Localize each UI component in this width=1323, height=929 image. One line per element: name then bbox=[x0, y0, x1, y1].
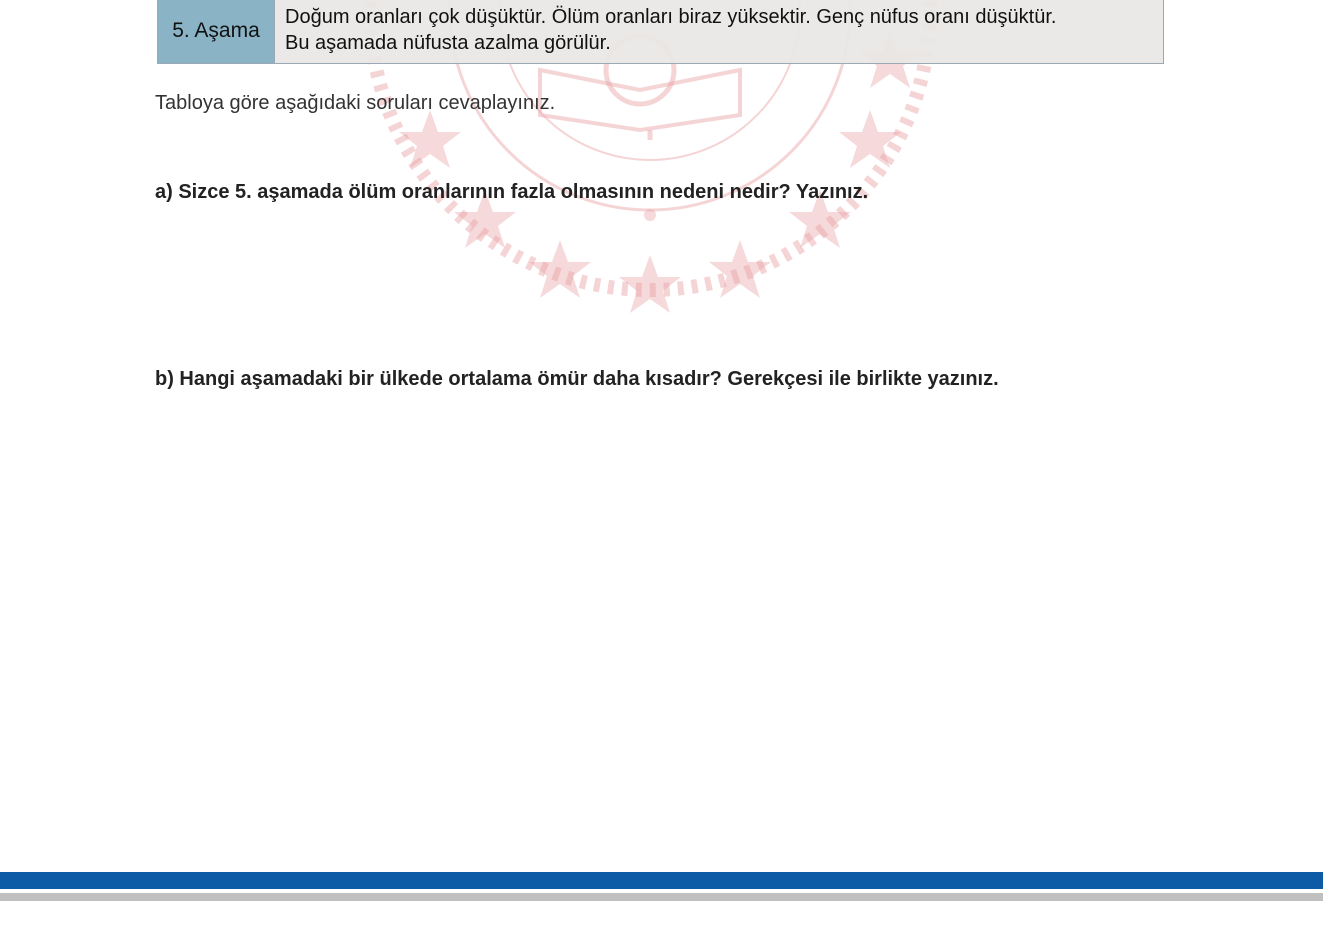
stage-table-row bbox=[157, 0, 1164, 64]
description-line: Bu aşamada nüfusta azalma görülür. bbox=[285, 32, 611, 54]
stage-label-cell: 5. Aşama bbox=[158, 0, 275, 63]
instruction-text: Tabloya göre aşağıdaki soruları cevaplayınız. bbox=[155, 92, 556, 114]
description-line: Doğum oranları çok düşüktür. Ölüm oranları biraz yüksektir. Genç nüfus oranı düşüktür. bbox=[285, 6, 1057, 28]
footer-gray-bar bbox=[0, 893, 1323, 901]
footer-blue-bar bbox=[0, 872, 1323, 889]
stage-description-cell bbox=[275, 0, 1163, 63]
question-b: b) Hangi aşamadaki bir ülkede ortalama ömür daha kısadır? Gerekçesi ile birlikte yazınız. bbox=[155, 368, 999, 390]
question-a: a) Sizce 5. aşamada ölüm oranlarının fazla olmasının nedeni nedir? Yazınız. bbox=[155, 181, 869, 203]
